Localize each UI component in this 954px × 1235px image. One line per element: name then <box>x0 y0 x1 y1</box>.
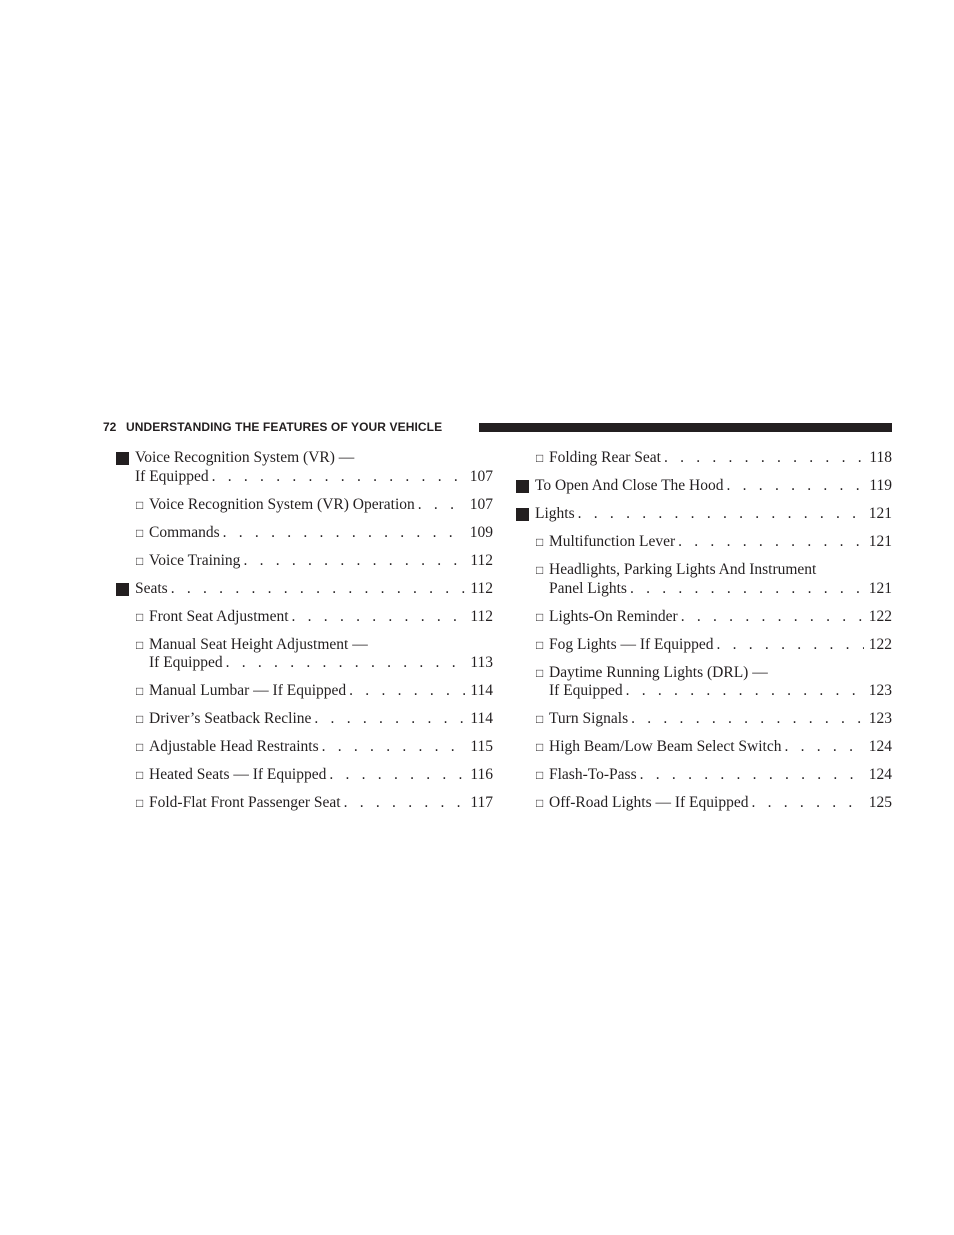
toc-entry[interactable] <box>516 636 892 655</box>
subsection-box-icon: □ <box>136 740 144 754</box>
toc-page-number: 113 <box>470 654 493 671</box>
dot-leader <box>171 580 465 599</box>
dot-leader <box>784 738 864 757</box>
toc-page-number: 107 <box>469 495 493 513</box>
toc-page-number: 116 <box>470 766 493 783</box>
dot-leader <box>212 468 465 487</box>
toc-page-number: 114 <box>470 710 493 727</box>
toc-entry-title: Manual Lumbar — If Equipped <box>149 682 347 699</box>
toc-page-number: 117 <box>470 794 493 811</box>
toc-entry-title: If Equipped <box>135 467 209 485</box>
toc-entry-title: Daytime Running Lights (DRL) — <box>549 663 768 681</box>
toc-entry-title: Voice Recognition System (VR) — <box>135 449 355 466</box>
toc-entry[interactable] <box>516 738 892 757</box>
dot-leader <box>226 654 465 673</box>
subsection-box-icon: □ <box>136 609 144 624</box>
section-bullet-icon <box>116 583 129 596</box>
dot-leader <box>631 710 864 729</box>
toc-entry[interactable] <box>516 533 892 552</box>
toc-entry[interactable] <box>116 524 493 543</box>
dot-leader <box>578 505 864 524</box>
dot-leader <box>678 533 864 552</box>
subsection-box-icon: □ <box>536 609 544 624</box>
toc-entry[interactable] <box>116 766 493 785</box>
toc-entry-title: Headlights, Parking Lights And Instrument <box>549 561 817 578</box>
toc-entry-title: Fog Lights — If Equipped <box>549 635 714 653</box>
toc-entry[interactable] <box>516 766 892 785</box>
toc-page-number: 122 <box>868 607 892 625</box>
subsection-box-icon: □ <box>536 535 544 549</box>
toc-entry[interactable] <box>116 682 493 701</box>
toc-page-number: 119 <box>869 477 892 494</box>
toc-page-number: 123 <box>868 682 892 699</box>
subsection-box-icon: □ <box>136 637 144 652</box>
dot-leader <box>751 794 864 813</box>
subsection-box-icon: □ <box>536 665 544 680</box>
toc-left-column <box>116 449 493 822</box>
subsection-box-icon: □ <box>136 525 144 540</box>
toc-entry[interactable] <box>516 449 892 468</box>
toc-entry-title: Adjustable Head Restraints <box>149 738 319 755</box>
toc-entry-title: Voice Recognition System (VR) Operation <box>149 495 415 513</box>
toc-page-number: 115 <box>470 738 493 755</box>
toc-entry-title: Turn Signals <box>549 710 629 727</box>
toc-entry-title: Heated Seats — If Equipped <box>149 766 327 783</box>
subsection-box-icon: □ <box>536 796 544 810</box>
section-bullet-icon <box>516 508 529 521</box>
toc-entry[interactable] <box>516 664 892 701</box>
page-number: 72 <box>103 420 117 434</box>
subsection-box-icon: □ <box>136 684 144 698</box>
dot-leader <box>727 477 865 496</box>
dot-leader <box>640 766 864 785</box>
toc-entry[interactable] <box>116 710 493 729</box>
toc-entry-title: Flash-To-Pass <box>549 766 637 783</box>
toc-entry[interactable] <box>116 608 493 627</box>
subsection-box-icon: □ <box>536 740 544 754</box>
toc-entry-title: Front Seat Adjustment <box>149 607 289 625</box>
toc-page-number: 114 <box>470 682 493 699</box>
toc-entry[interactable] <box>116 738 493 757</box>
toc-entry-title: Off-Road Lights — If Equipped <box>549 794 749 811</box>
toc-page-number: 123 <box>868 710 892 727</box>
toc-entry-title: Fold-Flat Front Passenger Seat <box>149 794 341 811</box>
header-rule <box>479 423 892 432</box>
subsection-box-icon: □ <box>136 497 144 512</box>
toc-entry-title: Lights-On Reminder <box>549 607 678 625</box>
toc-entry[interactable] <box>516 477 892 496</box>
toc-entry[interactable] <box>116 496 493 515</box>
section-bullet-icon <box>116 452 129 465</box>
toc-entry-title: Voice Training <box>149 551 241 569</box>
toc-entry-title: High Beam/Low Beam Select Switch <box>549 738 782 755</box>
dot-leader <box>418 496 465 515</box>
toc-entry[interactable] <box>116 449 493 486</box>
subsection-box-icon: □ <box>136 796 144 810</box>
dot-leader <box>344 794 465 813</box>
toc-entry-title: If Equipped <box>549 682 623 699</box>
toc-page-number: 112 <box>470 607 493 625</box>
subsection-box-icon: □ <box>536 563 544 577</box>
subsection-box-icon: □ <box>536 451 544 465</box>
dot-leader <box>223 524 465 543</box>
toc-entry-title: Multifunction Lever <box>549 533 676 550</box>
dot-leader <box>681 608 864 627</box>
toc-page-number: 109 <box>469 523 493 541</box>
toc-page-number: 112 <box>470 551 493 569</box>
section-title: UNDERSTANDING THE FEATURES OF YOUR VEHICLE <box>126 420 443 434</box>
toc-page-number: 112 <box>470 579 493 597</box>
toc-entry-title: Manual Seat Height Adjustment — <box>149 635 368 653</box>
toc-page-number: 121 <box>868 505 892 522</box>
toc-entry[interactable] <box>116 552 493 571</box>
toc-entry[interactable] <box>516 561 892 598</box>
toc-entry[interactable] <box>516 608 892 627</box>
toc-right-column <box>516 449 892 822</box>
dot-leader <box>626 682 864 701</box>
subsection-box-icon: □ <box>136 768 144 782</box>
toc-entry-title: If Equipped <box>149 654 223 671</box>
toc-page-number: 125 <box>868 794 892 811</box>
toc-entry[interactable] <box>516 505 892 524</box>
toc-entry-title: Lights <box>535 505 575 522</box>
section-bullet-icon <box>516 480 529 493</box>
dot-leader <box>630 580 864 599</box>
subsection-box-icon: □ <box>136 553 144 568</box>
toc-page-number: 121 <box>868 533 892 550</box>
toc-page-number: 124 <box>868 766 892 783</box>
dot-leader <box>664 449 864 468</box>
dot-leader <box>322 738 465 757</box>
toc-entry-title: To Open And Close The Hood <box>535 477 724 494</box>
toc-page-number: 122 <box>868 635 892 653</box>
toc-entry-title: Panel Lights <box>549 579 627 597</box>
dot-leader <box>314 710 465 729</box>
dot-leader <box>329 766 465 785</box>
toc-entry-title: Seats <box>135 579 168 597</box>
dot-leader <box>349 682 465 701</box>
toc-page-number: 107 <box>469 467 493 485</box>
toc-entry[interactable] <box>116 580 493 599</box>
subsection-box-icon: □ <box>136 712 144 726</box>
toc-entry-title: Commands <box>149 523 220 541</box>
page-header <box>103 419 892 435</box>
dot-leader <box>292 608 466 627</box>
toc-page-number: 121 <box>868 579 892 597</box>
subsection-box-icon: □ <box>536 712 544 726</box>
toc-page-number: 124 <box>868 738 892 755</box>
toc-entry[interactable] <box>516 794 892 813</box>
toc-entry-title: Driver’s Seatback Recline <box>149 710 312 727</box>
dot-leader <box>243 552 465 571</box>
toc-entry[interactable] <box>516 710 892 729</box>
dot-leader <box>716 636 864 655</box>
toc-entry-title: Folding Rear Seat <box>549 449 661 466</box>
toc-entry[interactable] <box>116 636 493 673</box>
subsection-box-icon: □ <box>536 768 544 782</box>
toc-page-number: 118 <box>869 449 892 466</box>
subsection-box-icon: □ <box>536 637 544 652</box>
toc-entry[interactable] <box>116 794 493 813</box>
